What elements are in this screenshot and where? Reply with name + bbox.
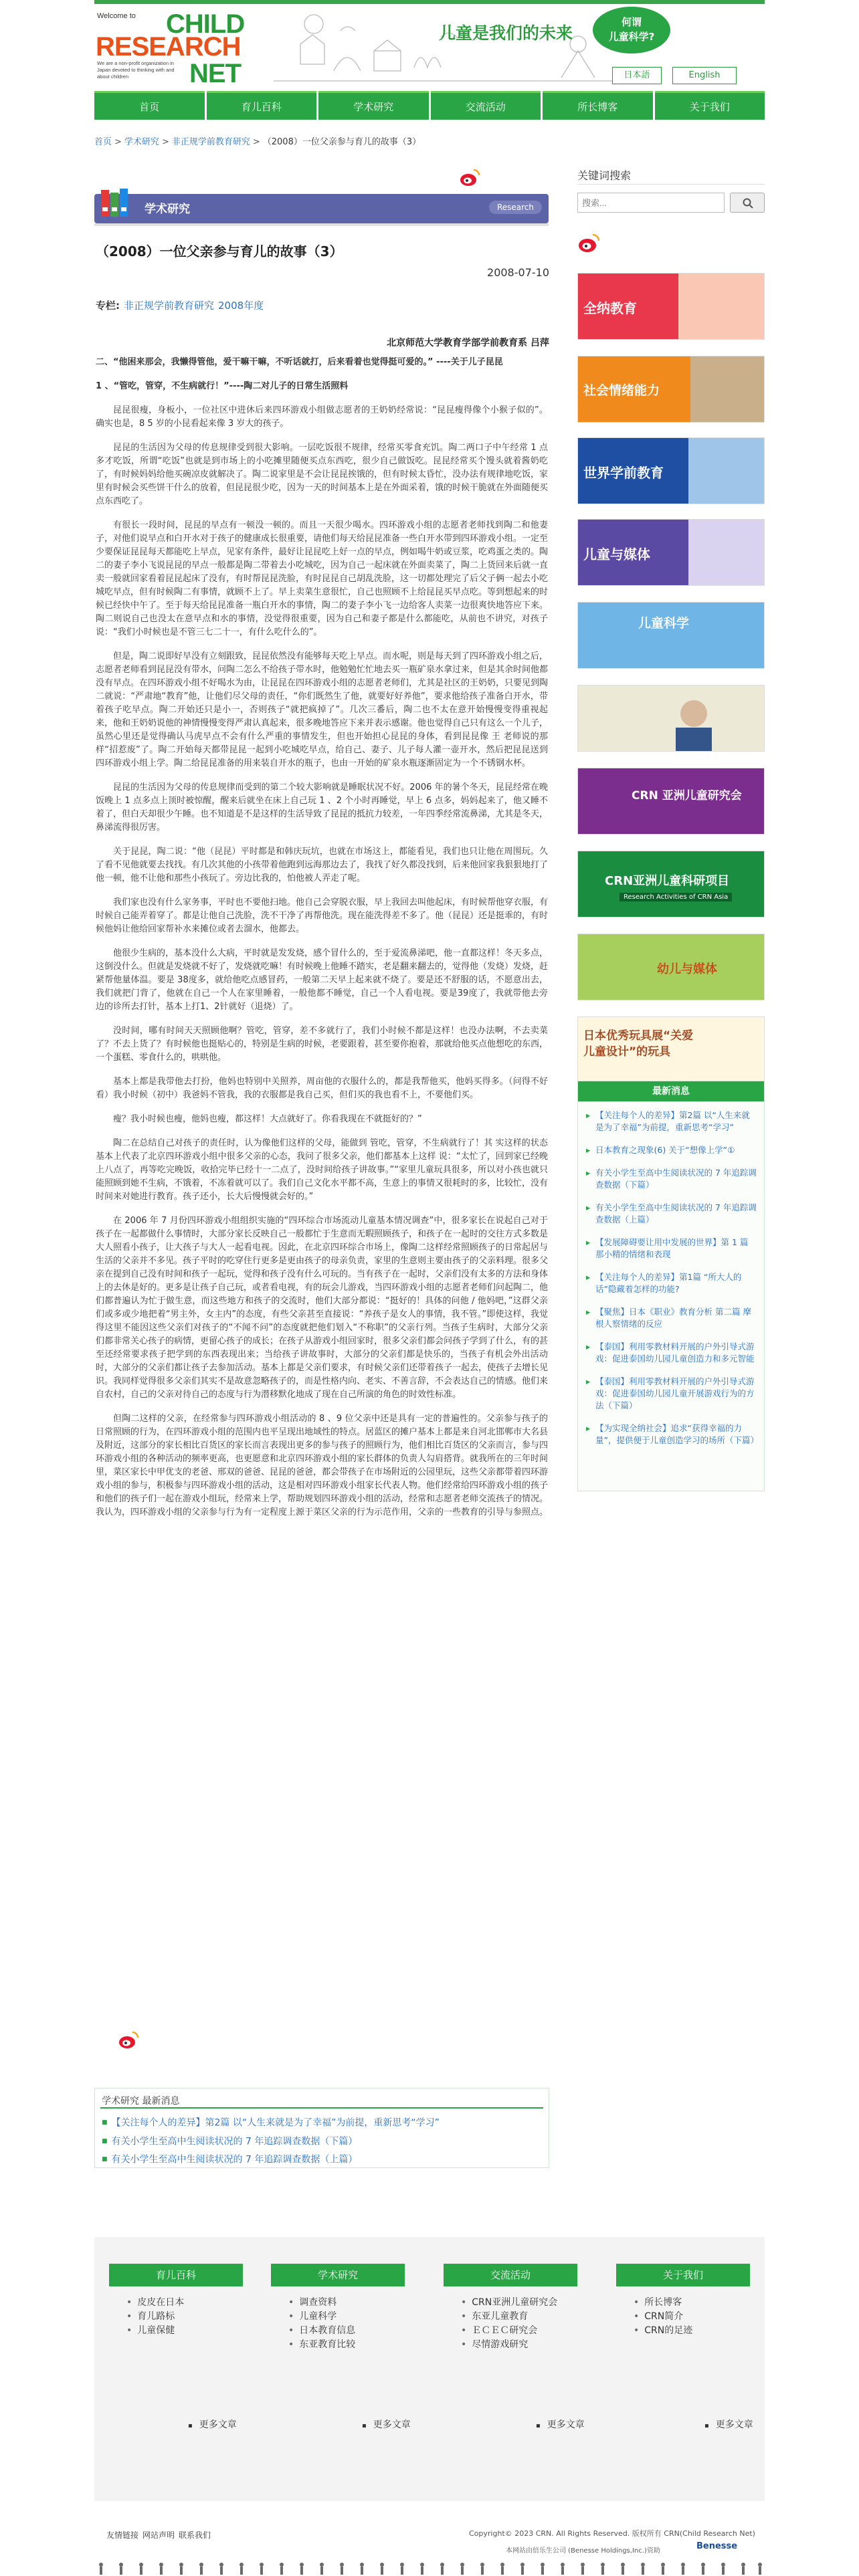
banner-label: 全纳教育 bbox=[583, 300, 637, 316]
japanese-site-button[interactable]: 日本語 bbox=[612, 67, 662, 84]
nav-home[interactable]: 首页 bbox=[94, 91, 205, 120]
footer-col-exchange bbox=[444, 2264, 577, 2352]
banner-label: 儿童与媒体 bbox=[583, 546, 650, 562]
footer-more-link[interactable]: ▪ 更多文章 bbox=[704, 2418, 753, 2431]
news-item[interactable]: ▸ 【泰国】利用零教材料开展的户外引导式游戏：促进泰国幼儿园儿童创造力和多元智能 bbox=[586, 1341, 757, 1365]
logo-child: CHILD bbox=[166, 9, 245, 39]
friend-links[interactable]: 友情链接 bbox=[106, 2531, 139, 2540]
news-list bbox=[578, 1101, 764, 1446]
news-item[interactable]: ▸ 有关小学生至高中生阅读状况的 7 年追踪调查数据（下篇） bbox=[586, 1167, 757, 1191]
article-paragraph: 他很少生病的，基本没什么大病，平时就是发发烧，感个冒什么的，至于爱流鼻涕吧，他一直都这样！冬天多点，这倒没什么。但就是发烧就不好了，发烧就吃嘛！有时候晚上他睡不踏实，老是翻来翻去的，觉得他（发烧）发烧，赶紧帮他量体温。要是 38度多，就给他吃点感冒药，一般第二天早上起来就不烧了。要是还不舒服的话，不愿意出去，我们就把门背了，他就在自己一个人在家里睡着，一般他都不睡觉，自己一个人看电视。要是39度了，我就带他去旁边的诊所去打针，基本上打1、2针就好（退烧）了。 bbox=[96, 948, 549, 1012]
banner-child-science[interactable] bbox=[577, 602, 765, 669]
latest-item[interactable]: ■ 有关小学生至高中生阅读状况的 7 年追踪调查数据（下篇） bbox=[102, 2133, 440, 2151]
site-header bbox=[94, 0, 765, 89]
breadcrumb-home[interactable]: 首页 bbox=[94, 137, 112, 147]
banner-label: 日本优秀玩具展“关爱儿童设计”的玩具 bbox=[583, 1029, 694, 1059]
article-paragraph: 我们家也没有什么家务事，平时也不要他扫地。他自己会穿脱衣服，早上我回去叫他起床，有时候帮他穿衣服，有时候自己能弄着穿了。都是让他自己洗脸，洗不干净了再帮他洗。现在能洗得差不多了。他（昆昆）还是挺乖的，有时候他妈让他给回家帮补水来摊位或者去溜水，他都去。 bbox=[96, 897, 549, 934]
breadcrumb-category[interactable]: 非正规学前教育研究 bbox=[171, 137, 250, 147]
banner-director-research[interactable] bbox=[577, 685, 765, 752]
article-paragraph: 瘦？我小时候也瘦，他妈也瘦，都这样！大点就好了。你看我现在不就挺好的？” bbox=[113, 1114, 422, 1124]
footer-link[interactable]: • 所长博客 bbox=[634, 2296, 750, 2310]
article-date: 2008-07-10 bbox=[487, 266, 549, 279]
article-paragraph: 昆昆的生活因为父母的传息规律而受到的第二个较大影响就是睡眠状况不好。2006 年的暑个冬天，昆昆经常在晚饭晚上 1 点多点上顶时被惊醒，醒来后就坐在床上自己玩 1 、2 个小时再睡觉，早上 6 点多，妈妈起来了，他又睡不着了，但白天却很少午睡。也不知道是不是这样的生活导致了昆昆的抵抗力较差，一年四季经常流鼻涕，尤其是冬天，鼻涕流得很厉害。 bbox=[96, 782, 549, 833]
benesse-logo-text: Benesse bbox=[696, 2541, 738, 2551]
news-title: 最新消息 bbox=[578, 1081, 764, 1101]
search-input[interactable] bbox=[577, 193, 725, 213]
footer-link[interactable]: • 育儿路标 bbox=[126, 2310, 243, 2324]
topic-link-year[interactable]: 2008年度 bbox=[218, 300, 264, 312]
footer-link[interactable]: • CRN的足迹 bbox=[634, 2324, 750, 2338]
footer-link[interactable]: • 儿童科学 bbox=[288, 2310, 405, 2324]
section-en-badge: Research bbox=[489, 201, 542, 214]
breadcrumb-current: （2008）一位父亲参与育儿的故事（3） bbox=[262, 137, 421, 147]
latest-item[interactable]: ■ 【关注每个人的差异】第2篇 以“人生来就是为了幸福”为前提，重新思考“学习” bbox=[102, 2114, 440, 2133]
article-paragraph: 没时间，哪有时间天天照顾他啊？管吃，管穿，差不多就行了，我们小时候不都是这样！也没办法啊，不去卖菜了？不去上货了？有时候他也挺贴心的，特别是生病的时候，老要跟着，甚至要你抱着，那就给他买点他想吃的东西，一个蛋糕、零食什么的，哄哄他。 bbox=[96, 1026, 549, 1063]
banner-young-children-media[interactable] bbox=[577, 934, 765, 1000]
what-is-child-science-bubble[interactable] bbox=[593, 7, 670, 53]
logo-research: RESEARCH bbox=[96, 32, 241, 62]
logo-welcome: Welcome to bbox=[97, 12, 136, 20]
main-nav bbox=[94, 91, 765, 120]
article-heading: 1 、“管吃，管穿，不生病就行！”----陶二对儿子的日常生活照料 bbox=[96, 381, 349, 391]
footer-col-research bbox=[271, 2264, 405, 2352]
news-item[interactable]: ▸ 【聚焦】日本《职业》教育分析 第二篇 摩根人察情绪的反应 bbox=[586, 1306, 757, 1330]
section-header bbox=[94, 194, 549, 223]
english-site-button[interactable]: English bbox=[672, 67, 737, 84]
footer-link[interactable]: • 儿童保健 bbox=[126, 2324, 243, 2338]
benesse-logo[interactable] bbox=[696, 2541, 737, 2551]
article-paragraph: 关于昆昆，陶二说：“他（昆昆）平时都是和韩庆玩坑，也就在市场这上，都能看见，我们也只让他在周围玩。久了看不见他就要去找找。有几次其他的小孩带着他跑到远海那边去了，我找了好久都没找到，后来他回家我狠狠地打了他一顿，他不让他和那些小孩玩了。旁边比我的，怕他被人弄走了呢。 bbox=[96, 847, 549, 883]
footer-link[interactable]: • ＥＣＥＣ研究会 bbox=[461, 2324, 577, 2338]
nav-director-blog[interactable]: 所长博客 bbox=[543, 91, 653, 120]
bubble-line-2: 儿童科学? bbox=[608, 31, 655, 43]
crn-logo[interactable] bbox=[96, 9, 256, 90]
banner-inclusive-education[interactable] bbox=[577, 273, 765, 340]
banner-label: 儿童科学 bbox=[638, 616, 690, 631]
footer-more-link[interactable]: ▪ 更多文章 bbox=[536, 2418, 585, 2431]
footer-link[interactable]: • CRN简介 bbox=[634, 2310, 750, 2324]
news-item[interactable]: ▸ 有关小学生至高中生阅读状况的 7 年追踪调查数据（上篇） bbox=[586, 1202, 757, 1226]
banner-world-preschool[interactable] bbox=[577, 437, 765, 504]
bubble-line-1: 何谓 bbox=[621, 16, 642, 28]
footer-link[interactable]: • 尽情游戏研究 bbox=[461, 2338, 577, 2352]
topics-label: 专栏: bbox=[96, 300, 120, 312]
article-topics bbox=[96, 298, 264, 312]
news-item[interactable]: ▸ 【关注每个人的差异】第2篇 以“人生来就是为了幸福”为前提，重新思考“学习” bbox=[586, 1109, 757, 1134]
article-body bbox=[96, 356, 548, 1530]
news-item[interactable]: ▸ 【泰国】利用零教材料开展的户外引导式游戏：促进泰国幼儿园儿童开展游戏行为的方法（下篇） bbox=[586, 1376, 757, 1412]
footer-bottom-links bbox=[106, 2529, 215, 2541]
section-title: 学术研究 bbox=[145, 203, 190, 216]
logo-net: NET bbox=[189, 59, 241, 88]
banner-crn-asia-projects[interactable] bbox=[577, 851, 765, 918]
research-latest-box bbox=[94, 2088, 549, 2168]
search-button[interactable] bbox=[730, 193, 765, 213]
nav-exchange[interactable]: 交流活动 bbox=[431, 91, 541, 120]
children-silhouette-strip bbox=[94, 2561, 765, 2576]
weibo-share-icon[interactable] bbox=[459, 167, 480, 187]
footer-col-title[interactable]: 育儿百科 bbox=[109, 2264, 243, 2286]
article-paragraph: 昆昆很瘦，身板小，一位社区中进休后来四环游戏小组做志愿者的王奶奶经常说：“昆昆瘦得像个小猴子似的”。确实也是，8 5 岁的小昆看起来像 3 岁大的孩子。 bbox=[96, 405, 548, 429]
footer-col-title[interactable]: 学术研究 bbox=[271, 2264, 405, 2286]
site-statement-link[interactable]: 网站声明 bbox=[142, 2531, 175, 2540]
footer-link[interactable]: • 东亚教育比较 bbox=[288, 2338, 405, 2352]
footer-more-link[interactable]: ▪ 更多文章 bbox=[188, 2418, 237, 2431]
nav-about[interactable]: 关于我们 bbox=[655, 91, 765, 120]
article-paragraph: 在 2006 年 7 月份四环游戏小组组织实施的“四环综合市场流动儿童基本情况调查”中，很多家长在说起自己对于孩子在一起都做什么事情时，大部分家长反映自己一般都忙于生意而无暇照顾孩子，和孩子在一起时的交往方式多数是大人照看小孩子，让大孩子与大人一起看电视。因此，在北京四环综合市场上，像陶二这样经常照顾孩子的日常起居与生活的父亲并不多见。孩子平时的吃穿住行更多是更由孩子的母亲负责，家里的生意则主要由孩子的父亲料理。很多父亲在提到自己没有时间和孩子一起玩，觉得和孩子没有什么可玩的。当有孩子在一起时，父亲们没有太多的方法和身体上的去休是好的。更多是让孩子自己玩，或者看电视，有的玩会儿游戏，当四环游戏小组的志愿者老师们问起陶二，他们都普遍认为忙于做生意，而这些地方和孩子的交流时，他们大部分都说：“挺好的！具体的问他 / 他妈吧，”这群父亲们或多或少地把着“男主外，女主内”的态度，有些父亲甚至直接说：“养孩子是女人的事情，我不管。”即使这样，我觉得这里不能因这些父亲们对孩子的“不闻不问”的态度就把他们划入“不称职”的父亲行列。当孩子生病时，大部分父亲们都非常关心孩子的病情，更留心孩子的成长；在孩子从游戏小组回家时，很多父亲们都会问孩子学到了什么，有的甚至还经常要求孩子把学到的东西表现出来；当给孩子讲故事时，大部分的父亲们都是快乐的，当孩子有机会外出活动时，大部分的父亲们都让孩子去参加活动。基本上都是父亲们要求，有时候父亲们还带着孩子一起去，使孩子去增长见识。我同样觉得很多父亲们其实不是故意忽略孩子的，而是性格内向、老实、不善言辞，不会表达自己的情感。他们来自农村，自己的父亲对待自己的态度与行为潜移默化地成了现在自己所演的角色的时效性标准。 bbox=[96, 1216, 549, 1400]
footer-col-title[interactable]: 关于我们 bbox=[616, 2264, 750, 2286]
news-item[interactable]: ▸ 【关注每个人的差异】第1篇 “所大人的话”隐藏着怎样的功能? bbox=[586, 1271, 757, 1295]
nav-parenting[interactable]: 育儿百科 bbox=[207, 91, 317, 120]
copyright: Copyright© 2023 CRN. All Rights Reserved. 版权所有 CRN(Child Research Net) bbox=[469, 2529, 755, 2538]
sponsor-note: 本网站由倍乐生公司 (Benesse Holdings,Inc.)资助 bbox=[506, 2547, 660, 2555]
footer-col-parenting bbox=[109, 2264, 243, 2338]
article-title: （2008）一位父亲参与育儿的故事（3） bbox=[96, 243, 343, 259]
header-slogan: 儿童是我们的未来 bbox=[439, 23, 573, 43]
search-icon bbox=[742, 197, 754, 209]
director-portrait-icon bbox=[664, 691, 724, 751]
breadcrumb: 首页 > 学术研究 > 非正规学前教育研究 > （2008）一位父亲参与育儿的故事（3） bbox=[94, 137, 421, 147]
banner-label: CRN 亚洲儿童研究会 bbox=[632, 789, 742, 802]
banner-toy-exhibit[interactable] bbox=[577, 1016, 765, 1083]
news-item[interactable]: ▸ 【为实现全纳社会】追求“获得幸福的力量”，提供便于儿童创造学习的场所（下篇） bbox=[586, 1422, 757, 1446]
article-paragraph: 但陶二这样的父亲，在经常参与四环游戏小组活动的 8 、9 位父亲中还是具有一定的普遍性的。父亲参与孩子的日常照顾的行为，在四环游戏小组的范围内也平呈现出地域性的特点。居蓝区的摊户基本上都是来自河北邯郸市大名县及附近，这部分的家长相比百货区的家长而言表现出更多的参与孩子的照顾行为，他们相比百货区的父亲而言，参与四环游戏小组的各种活动的频率更高，也更愿意和北京四环游戏小组的家长群体的负责人勾肩搭背。就我所在的三年时间里，菜区家长中甲优支的老爸、邢双的爸爸、昆昆的爸爸，都会带孩子在市场附近的公园里玩，这些父亲都带着四环游戏小组的参与，积极参与四环游戏小组的活动，这是相对四环游戏小组家长代表人物。他们经常给四环游戏小组的孩子和他们的孩子们一起在游戏小组玩，经常来上学，帮助规划四环游戏小组的活动，经常和志愿者老师交流孩子的情况。我认为，四环游戏小组的父亲参与行为有一定程度上源于菜区父亲的行为示范作用，父亲的一些教育的引导与参照点。 bbox=[96, 1414, 549, 1517]
footer-link[interactable]: • 皮皮在日本 bbox=[126, 2296, 243, 2310]
banner-crn-asia-conference[interactable] bbox=[577, 768, 765, 835]
logo-subtitle: We are a non-profit organization in Japan devoted to thinking with and about children bbox=[97, 60, 175, 80]
footer-link[interactable]: • 日本教育信息 bbox=[288, 2324, 405, 2338]
article-paragraph: 基本上都是我带他去打扮，他妈也特别中关照养，周亩他的衣服什么的，都是我帮他买，他妈买得多。（问得不好看）我小时候（初中）我爸妈不管我，我的衣服都是我自己买，但们买的我也看不上，不要他们买。 bbox=[96, 1077, 548, 1100]
footer-link[interactable]: • CRN亚洲儿童研究会 bbox=[461, 2296, 577, 2310]
banner-label: 幼儿与媒体 bbox=[657, 962, 717, 976]
header-illustration bbox=[274, 4, 648, 90]
latest-title: 学术研究 最新消息 bbox=[102, 2096, 180, 2107]
sidebar bbox=[577, 167, 765, 1445]
banner-label: CRN亚洲儿童科研项目 bbox=[605, 874, 730, 888]
article-paragraph: 但是，陶二说即好早没有立刻跟致，昆昆依然没有能够每天吃上早点。而水呢，则是每天到了四环游戏小组之后，志愿者老师看到昆昆没有带水，问陶二怎么不给孩子带水时，他勉勉忙忙地去买一瓶矿泉水拿过来，但是其余时间他都没有早点。在四环游戏小组不好喝水为由，让昆昆在四环游戏小组的志愿者老师们，尤其是社区的王奶奶，只要见到陶二就说：“严肃地“教育”他，让他们尽父母的责任，“你们既然生了他，就要好好养他”，要求他给孩子准备白开水，带着孩子吃早点。陶二开始还只是小一，否则孩子“就把疯掉了”。几次三番后，陶二也不太在意开始慢慢变得重视起来，他和王奶奶说他的神情慢慢变得严肃认真起来，很多晚地答应下来并表示感谢。他也觉得自己只有这么一个儿子，虽然心里还是觉得确认马虎早点不会有什么严重的事情发生，但也开始担心昆昆的身体，看到昆昆像 王 老师说的那样“招惹废”了。陶二开始每天都带昆昆一起到小吃城吃早点，给自己、妻子、儿子每人灌一壶开水，然后把昆昆送到四环游戏小组上学。陶二给昆昆准备的用来装自开水的瓶子，也由一开始的矿泉水瓶逐渐固定为一个不锈钢水杯。 bbox=[96, 651, 549, 768]
topic-link-category[interactable]: 非正规学前教育研究 bbox=[124, 300, 215, 312]
site-footer bbox=[94, 2237, 765, 2501]
footer-more-link[interactable]: ▪ 更多文章 bbox=[362, 2418, 411, 2431]
weibo-follow-icon[interactable] bbox=[577, 232, 600, 253]
latest-item[interactable]: ■ 有关小学生至高中生阅读状况的 7 年追踪调查数据（上篇） bbox=[102, 2151, 440, 2169]
footer-link[interactable]: • 东亚儿童教育 bbox=[461, 2310, 577, 2324]
latest-list bbox=[102, 2114, 440, 2169]
article-author: 北京师范大学教育学部学前教育系 吕萍 bbox=[387, 338, 549, 348]
banner-social-emotional[interactable] bbox=[577, 356, 765, 423]
footer-link[interactable]: • 调查资料 bbox=[288, 2296, 405, 2310]
breadcrumb-research[interactable]: 学术研究 bbox=[124, 137, 159, 147]
footer-col-title[interactable]: 交流活动 bbox=[444, 2264, 577, 2286]
article-paragraph: 有很长一段时间，昆昆的早点有一顿没一顿的。而且一天很少喝水。四环游戏小组的志愿者老师找到陶二和他妻子，对他们说早点和白开水对于孩子的健康成长很重要，请他们每天给昆昆准备一些白开水带到四环游戏小组。一定至少要保证昆昆每天都能吃上早点，见家有条件，最好让昆昆吃上好一点的早点，例如喝牛奶或豆浆，吃鸡蛋之类的。陶二的妻子李小飞说昆昆的早点一般都是陶二带着去小吃城吃，因为自己一起床就在外面卖菜了，陶二上货回来后就一直卖一般就回家看着昆昆起床了没有，有时帮昆昆洗脸，有时昆昆自己胡乱洗脸，这一切都处理完了后父子俩一起去小吃城吃早点，但有时候陶二有事情，就顾不上了。早上卖菜生意很忙，自己也照顾不上给昆昆买早点吃。等到想起来的时候已经快中午了。至于每天给昆昆准备一瓶白开水的事情，陶二的妻子李小飞一边给客人卖菜一边很爽快地答应下来。陶二则说自己也没太在意早点和水的事情，没觉得很重要，因为自己和妻子都是什么都能吃，从前也不讲究，对孩子说：“我们小时候也是不管三七二十一，有什么吃什么的”。 bbox=[96, 520, 549, 637]
banner-sub: Research Activities of CRN Asia bbox=[619, 893, 732, 901]
news-item[interactable]: ▸ 日本教育之现象(6) 关于“想像上学”① bbox=[586, 1144, 757, 1156]
books-icon bbox=[100, 187, 134, 219]
article-paragraph: 昆昆的生活因为父母的传息规律受到很大影响。一层吃饭很不规律，经常买零食充饥。陶二两口子中午经常 1 点多才吃饭，所谓“吃饭”也就是到市场上的小吃摊里随便买点东西吃，很少自己做饭吃。昆昆经常买个馒头就着酱奶吃了，有时候妈妈给他买碗凉皮就解决了。陶二说家里是不会让昆昆挨饿的，但有时候太昏忙，没办法有规律地吃饭，家里有时候会买些饼干什么的放着，但昆昆很少吃，因为一天的时间基本上是在外面采着，饿的时候干脆就在外面随便买点东西吃了。 bbox=[96, 443, 549, 506]
news-item[interactable]: ▸ 【发展障碍要让用中发展的世界】第 1 篇 那小精的情绪和表现 bbox=[586, 1237, 757, 1261]
weibo-share-icon-bottom[interactable] bbox=[118, 2030, 139, 2050]
nav-research[interactable]: 学术研究 bbox=[318, 91, 429, 120]
footer-col-about bbox=[616, 2264, 750, 2338]
article-quote: 二、“他困来那会，我懒得管他，爱干嘛干嘛，不听话就打，后来看着也觉得挺可爱的。” ----关于儿子昆昆 bbox=[96, 357, 503, 367]
keyword-search-title: 关键词搜索 bbox=[577, 167, 765, 185]
latest-news-box bbox=[577, 1081, 765, 1491]
banner-label: 社会情绪能力 bbox=[583, 383, 660, 398]
banner-children-media[interactable] bbox=[577, 519, 765, 586]
contact-link[interactable]: 联系我们 bbox=[179, 2531, 211, 2540]
banner-label: 世界学前教育 bbox=[583, 465, 664, 481]
article-paragraph: 陶二在总结自己对孩子的责任时，认为像他们这样的父母，能做到 管吃，管穿，不生病就行了！其 实这样的状态基本上代表了北京四环游戏小组中很多父亲的心态，我问了很多父亲，他们都基本上这样 说：“太忙了，回到家已经晚上八点了，再等吃完晚饭，收拾完毕已经十一二点了，没时间给孩子讲故事。”“家里儿童玩具很多，所以对小孩也就只能照顾到她不生病，不饿着，不冻着就可以了。我们自己文化水平都不高，生意上的事情又很耗时的多，比较忙，没有时间来对她进行教育。孩子还小，长大后慢慢就会好的。” bbox=[96, 1138, 549, 1202]
